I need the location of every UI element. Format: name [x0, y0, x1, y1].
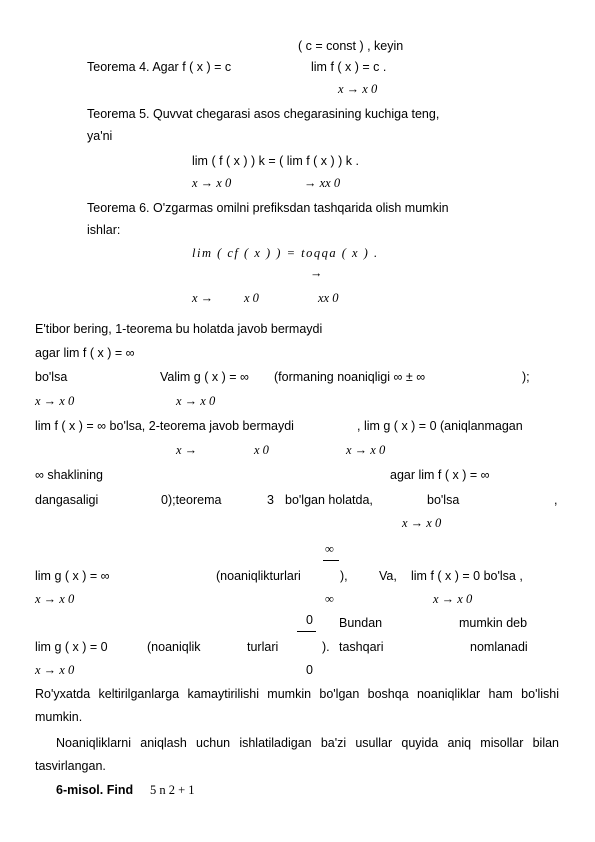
theorem-4-statement: Teorema 4. Agar f ( x ) = c: [87, 60, 232, 74]
theorem-6-arrow: →: [310, 266, 323, 280]
fraction-inf-bar: [323, 560, 339, 561]
note-line-14-a: lim g ( x ) = 0: [35, 640, 108, 654]
note-line-12-c: x → x 0: [433, 592, 473, 606]
note-line-5-a: lim f ( x ) = ∞ bo'lsa, 2-teorema javob bermaydi: [35, 419, 294, 433]
note-line-3-end: );: [522, 370, 530, 384]
example-6-label: 6-misol. Find: [56, 783, 134, 797]
note-line-1: E'tibor bering, 1-teorema bu holatda javob bermaydi: [35, 322, 323, 336]
theorem-5-subscript-left: x → x 0: [192, 176, 232, 190]
paragraph-other-indeterminacies-end: mumkin.: [35, 710, 83, 724]
const-condition: ( c = const ) , keyin: [298, 39, 404, 53]
theorem-6-ishlar: ishlar:: [87, 223, 121, 237]
fraction-zero-bar: [297, 631, 316, 632]
note-line-7-a: ∞ shaklining: [35, 468, 103, 482]
theorem-6-subscript-b: x 0: [244, 291, 259, 305]
note-line-8-a: dangasaligi: [35, 493, 99, 507]
theorem-6-subscript-a: x →: [192, 291, 214, 305]
note-line-14-f: nomlanadi: [470, 640, 528, 654]
theorem-5-statement: Teorema 5. Quvvat chegarasi asos chegarasining kuchiga teng,: [87, 107, 440, 121]
note-line-3-form: (formaning noaniqligi ∞ ± ∞: [274, 370, 426, 384]
note-line-6-b: x 0: [254, 443, 269, 457]
paragraph-methods: Noaniqliklarni aniqlash uchun ishlatiladigan ba'zi usullar quyida aniq misollar bilan: [56, 736, 559, 750]
note-line-11-d: Va,: [379, 569, 397, 583]
theorem-6-formula: lim ( cf ( x ) ) = toqqa ( x ) .: [192, 246, 379, 260]
note-line-8-e: bo'lsa: [427, 493, 460, 507]
note-line-7-b: agar lim f ( x ) = ∞: [390, 468, 490, 482]
note-line-11-c: ),: [340, 569, 348, 583]
note-line-11-e: lim f ( x ) = 0 bo'lsa ,: [411, 569, 523, 583]
theorem-5-yani: ya'ni: [87, 129, 113, 143]
theorem-5-subscript-right: → xx 0: [304, 176, 341, 190]
note-line-3-bolsa: bo'lsa: [35, 370, 68, 384]
theorem-4-limit-subscript: x → x 0: [338, 82, 378, 96]
theorem-6-subscript-c: xx 0: [318, 291, 339, 305]
fraction-inf-denominator: ∞: [325, 592, 334, 606]
note-line-8-c: 3: [267, 493, 274, 507]
note-line-13-a: Bundan: [339, 616, 383, 630]
theorem-5-formula: lim ( f ( x ) ) k = ( lim f ( x ) ) k .: [192, 154, 359, 168]
note-line-14-e: tashqari: [339, 640, 384, 654]
fraction-inf-numerator: ∞: [325, 542, 334, 556]
note-line-4-subscript-b: x → x 0: [176, 394, 216, 408]
note-line-13-b: mumkin deb: [459, 616, 528, 630]
note-line-11-a: lim g ( x ) = ∞: [35, 569, 110, 583]
note-line-14-b: (noaniqlik: [147, 640, 201, 654]
note-line-11-b: (noaniqlikturlari: [216, 569, 301, 583]
note-line-12-a: x → x 0: [35, 592, 75, 606]
note-line-8-d: bo'lgan holatda,: [285, 493, 373, 507]
paragraph-methods-end: tasvirlangan.: [35, 759, 106, 773]
note-line-15-subscript: x → x 0: [35, 663, 75, 677]
note-line-9-subscript: x → x 0: [402, 516, 442, 530]
note-line-6-a: x →: [176, 443, 198, 457]
note-line-3-limit: Valim g ( x ) = ∞: [160, 370, 249, 384]
note-line-5-b: , lim g ( x ) = 0 (aniqlanmagan: [357, 419, 523, 433]
fraction-zero-denominator: 0: [306, 663, 313, 677]
paragraph-other-indeterminacies: Ro'yxatda keltirilganlarga kamaytirilishi mumkin bo'lgan boshqa noaniqliklar ham bo'lishi: [35, 687, 559, 701]
note-line-6-c: x → x 0: [346, 443, 386, 457]
example-6-formula: 5 n 2 + 1: [150, 783, 195, 797]
theorem-6-statement: Teorema 6. O'zgarmas omilni prefiksdan tashqarida olish mumkin: [87, 201, 449, 215]
note-line-2: agar lim f ( x ) = ∞: [35, 346, 135, 360]
note-line-8-f: ,: [554, 493, 558, 507]
fraction-zero-numerator: 0: [306, 613, 313, 627]
note-line-14-d: ).: [322, 640, 330, 654]
note-line-14-c: turlari: [247, 640, 279, 654]
note-line-8-b: 0);teorema: [161, 493, 222, 507]
theorem-4-limit: lim f ( x ) = c .: [311, 60, 387, 74]
note-line-4-subscript-a: x → x 0: [35, 394, 75, 408]
